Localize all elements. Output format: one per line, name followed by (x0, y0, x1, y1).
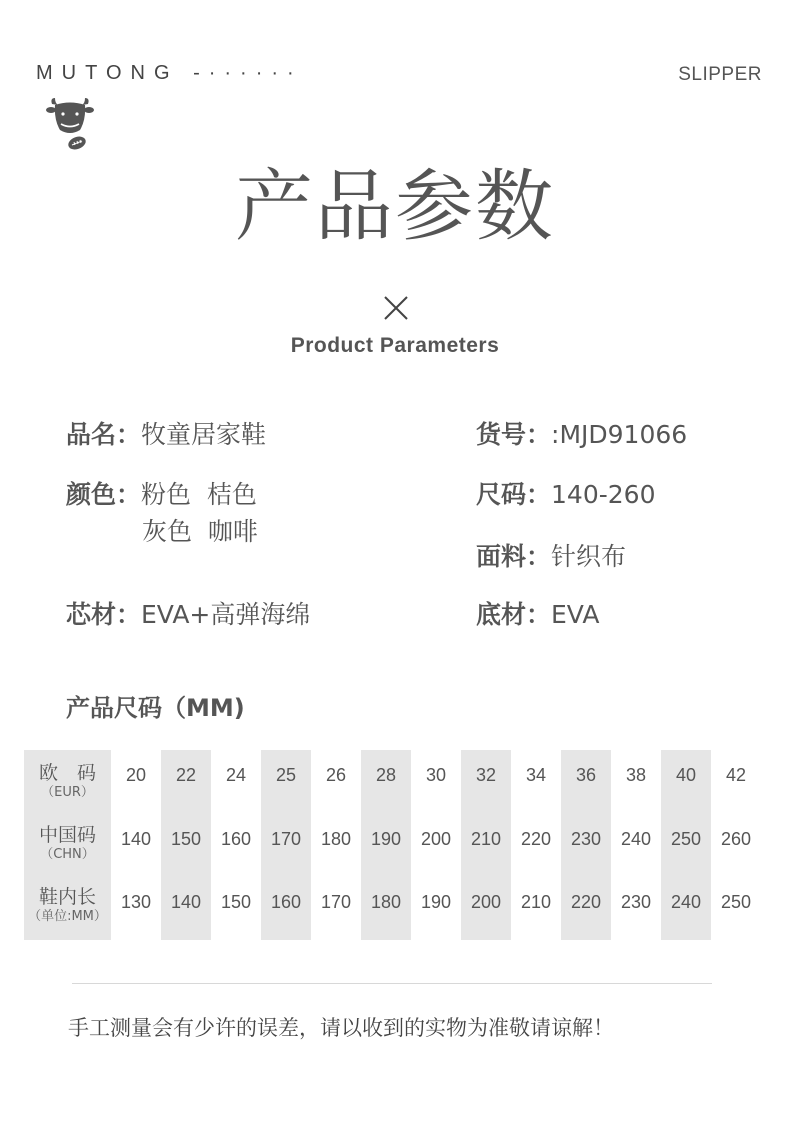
param-sole (476, 600, 599, 630)
param-value: 针织布 (551, 542, 627, 571)
table-cell: 34 (525, 765, 547, 785)
table-cell: 250 (720, 892, 752, 912)
param-label: 品名： (66, 420, 142, 449)
row-header-label: 中国码 (38, 824, 96, 846)
table-cell: 220 (520, 829, 552, 849)
param-label: 底材： (476, 600, 552, 629)
measurement-note: 手工测量会有少许的误差，请以收到的实物为准敬请谅解！ (68, 1016, 614, 1040)
page-subtitle: Product Parameters (290, 334, 500, 357)
table-cell: 42 (725, 765, 747, 785)
table-cell: 170 (270, 829, 302, 849)
row-header-eur (24, 750, 111, 812)
param-label: 货号： (476, 420, 552, 449)
table-cell: 28 (375, 765, 397, 785)
param-product-name (66, 420, 266, 450)
param-value: :MJD91066 (551, 420, 688, 449)
table-cell: 230 (570, 829, 602, 849)
row-header-unit: （EUR） (41, 784, 94, 800)
table-cell: 180 (320, 829, 352, 849)
table-cell: 26 (325, 765, 347, 785)
row-header-length (24, 876, 111, 940)
size-section-title: 产品尺码（MM) (66, 694, 245, 722)
table-cell: 36 (575, 765, 597, 785)
row-header-chn (24, 812, 111, 876)
table-cell: 260 (720, 829, 752, 849)
param-color-line2: 灰色 咖啡 (142, 517, 258, 546)
brand-name: MUTONG -······ (36, 62, 303, 84)
param-value: 牧童居家鞋 (141, 420, 267, 449)
table-cell: 160 (270, 892, 302, 912)
table-cell: 190 (370, 829, 402, 849)
table-cell: 25 (275, 765, 297, 785)
table-cell: 22 (175, 765, 197, 785)
table-cell: 30 (425, 765, 447, 785)
table-cell: 150 (170, 829, 202, 849)
category-label: SLIPPER (678, 64, 762, 85)
size-table (24, 750, 764, 940)
table-cell: 38 (625, 765, 647, 785)
table-cell: 24 (225, 765, 247, 785)
param-item-number (476, 420, 687, 450)
table-cell: 160 (220, 829, 252, 849)
table-cell: 180 (370, 892, 402, 912)
table-cell: 140 (120, 829, 152, 849)
table-cell: 190 (420, 892, 452, 912)
table-cell: 200 (420, 829, 452, 849)
table-cell: 230 (620, 892, 652, 912)
table-cell: 40 (675, 765, 697, 785)
table-cell: 250 (670, 829, 702, 849)
param-value: EVA (551, 600, 600, 629)
cross-icon (380, 292, 412, 324)
row-header-unit: （CHN） (40, 846, 95, 862)
table-cell: 32 (475, 765, 497, 785)
param-core-material (66, 600, 310, 630)
table-cell: 220 (570, 892, 602, 912)
table-cell: 240 (670, 892, 702, 912)
param-label: 芯材： (66, 600, 142, 629)
table-cell: 210 (470, 829, 502, 849)
table-cell: 200 (470, 892, 502, 912)
table-cell: 210 (520, 892, 552, 912)
table-cell: 240 (620, 829, 652, 849)
param-value: EVA+高弹海绵 (141, 600, 311, 629)
param-label: 面料： (476, 542, 552, 571)
table-cell: 20 (125, 765, 147, 785)
param-color (66, 480, 257, 510)
row-header-label: 鞋内长 (38, 886, 96, 908)
param-value: 140-260 (551, 480, 656, 509)
param-size (476, 480, 655, 510)
param-value: 粉色 桔色 (141, 480, 257, 509)
table-cell: 150 (220, 892, 252, 912)
param-fabric (476, 542, 626, 572)
cow-logo-icon (46, 96, 94, 152)
param-label: 尺码： (476, 480, 552, 509)
divider (72, 983, 712, 984)
row-header-unit: （单位:MM） (28, 908, 107, 924)
table-cell: 170 (320, 892, 352, 912)
table-cell: 140 (170, 892, 202, 912)
table-cell: 130 (120, 892, 152, 912)
param-label: 颜色： (66, 480, 142, 509)
page-title: 产品参数 (234, 162, 555, 252)
row-header-label: 欧 码 (38, 762, 96, 784)
